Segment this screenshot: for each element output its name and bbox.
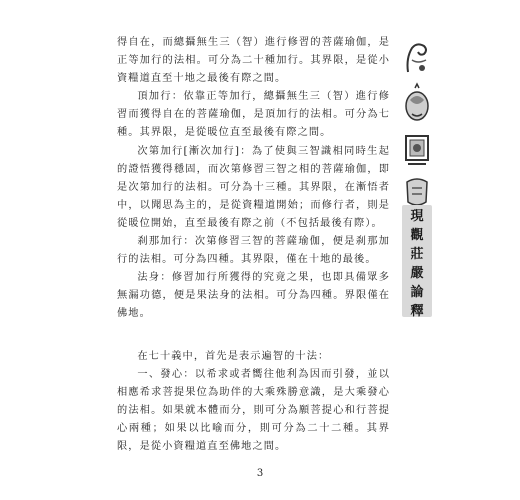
side-title-char: 莊 xyxy=(410,247,424,262)
side-title-char: 觀 xyxy=(410,228,424,243)
page-number: 3 xyxy=(256,468,264,479)
paragraph-7: 一、發心：以希求或者嚮往他利為因而引發，並以相應希求菩提果位為助伴的大乘殊勝意識，是大乘發心的法相。如果就本體而分，則可分為願菩提心和行菩提心兩種；如果以比喻而分，則可分為二十二種。其界限，是從小資糧道直至佛地之間。 xyxy=(117,368,390,452)
side-title-char: 論 xyxy=(410,285,424,300)
ornament-wheel-icon xyxy=(402,130,432,170)
paragraph-2: 頂加行：依靠正等加行，總攝無生三（智）進行修習而獲得自在的菩薩瑜伽，是頂加行的法相。可分為七種。其界限，是從暖位直至最後有際之間。 xyxy=(117,91,390,139)
side-title-tab xyxy=(402,205,432,317)
ornament-conch-icon xyxy=(402,82,432,126)
paragraph-5: 法身：修習加行所獲得的究竟之果，也即具備眾多無漏功德，便是果法身的法相。可分為四種。界限僅在佛地。 xyxy=(117,272,390,320)
side-title-char: 釋 xyxy=(410,304,424,319)
ornament-vajra-icon xyxy=(402,38,432,78)
paragraph-1: 得自在，而總攝無生三（智）進行修習的菩薩瑜伽，是正等加行的法相。可分為二十種加行。其界限，是從小資糧道直至十地之最後有際之間。 xyxy=(117,37,390,85)
paragraph-4: 刹那加行：次第修習三智的菩薩瑜伽，便是刹那加行的法相。可分為四種。其界限，僅在十地的最後。 xyxy=(117,236,390,266)
section-gap xyxy=(117,324,390,348)
side-title-char: 現 xyxy=(410,209,424,224)
paragraph-6: 在七十義中，首先是表示遍智的十法： xyxy=(137,350,330,362)
side-title-char: 嚴 xyxy=(410,266,424,281)
paragraph-3: 次第加行[漸次加行]：為了使與三智識相同時生起的證悟獲得穩固，而次第修習三智之相的菩薩瑜伽，即是次第加行的法相。可分為十三種。其界限，在漸悟者中，以聞思為主的，是從資糧道開始；而修行者，則是從暖位開始，直至最後有際之前（不包括最後有際）。 xyxy=(117,145,390,229)
main-text xyxy=(117,34,390,456)
